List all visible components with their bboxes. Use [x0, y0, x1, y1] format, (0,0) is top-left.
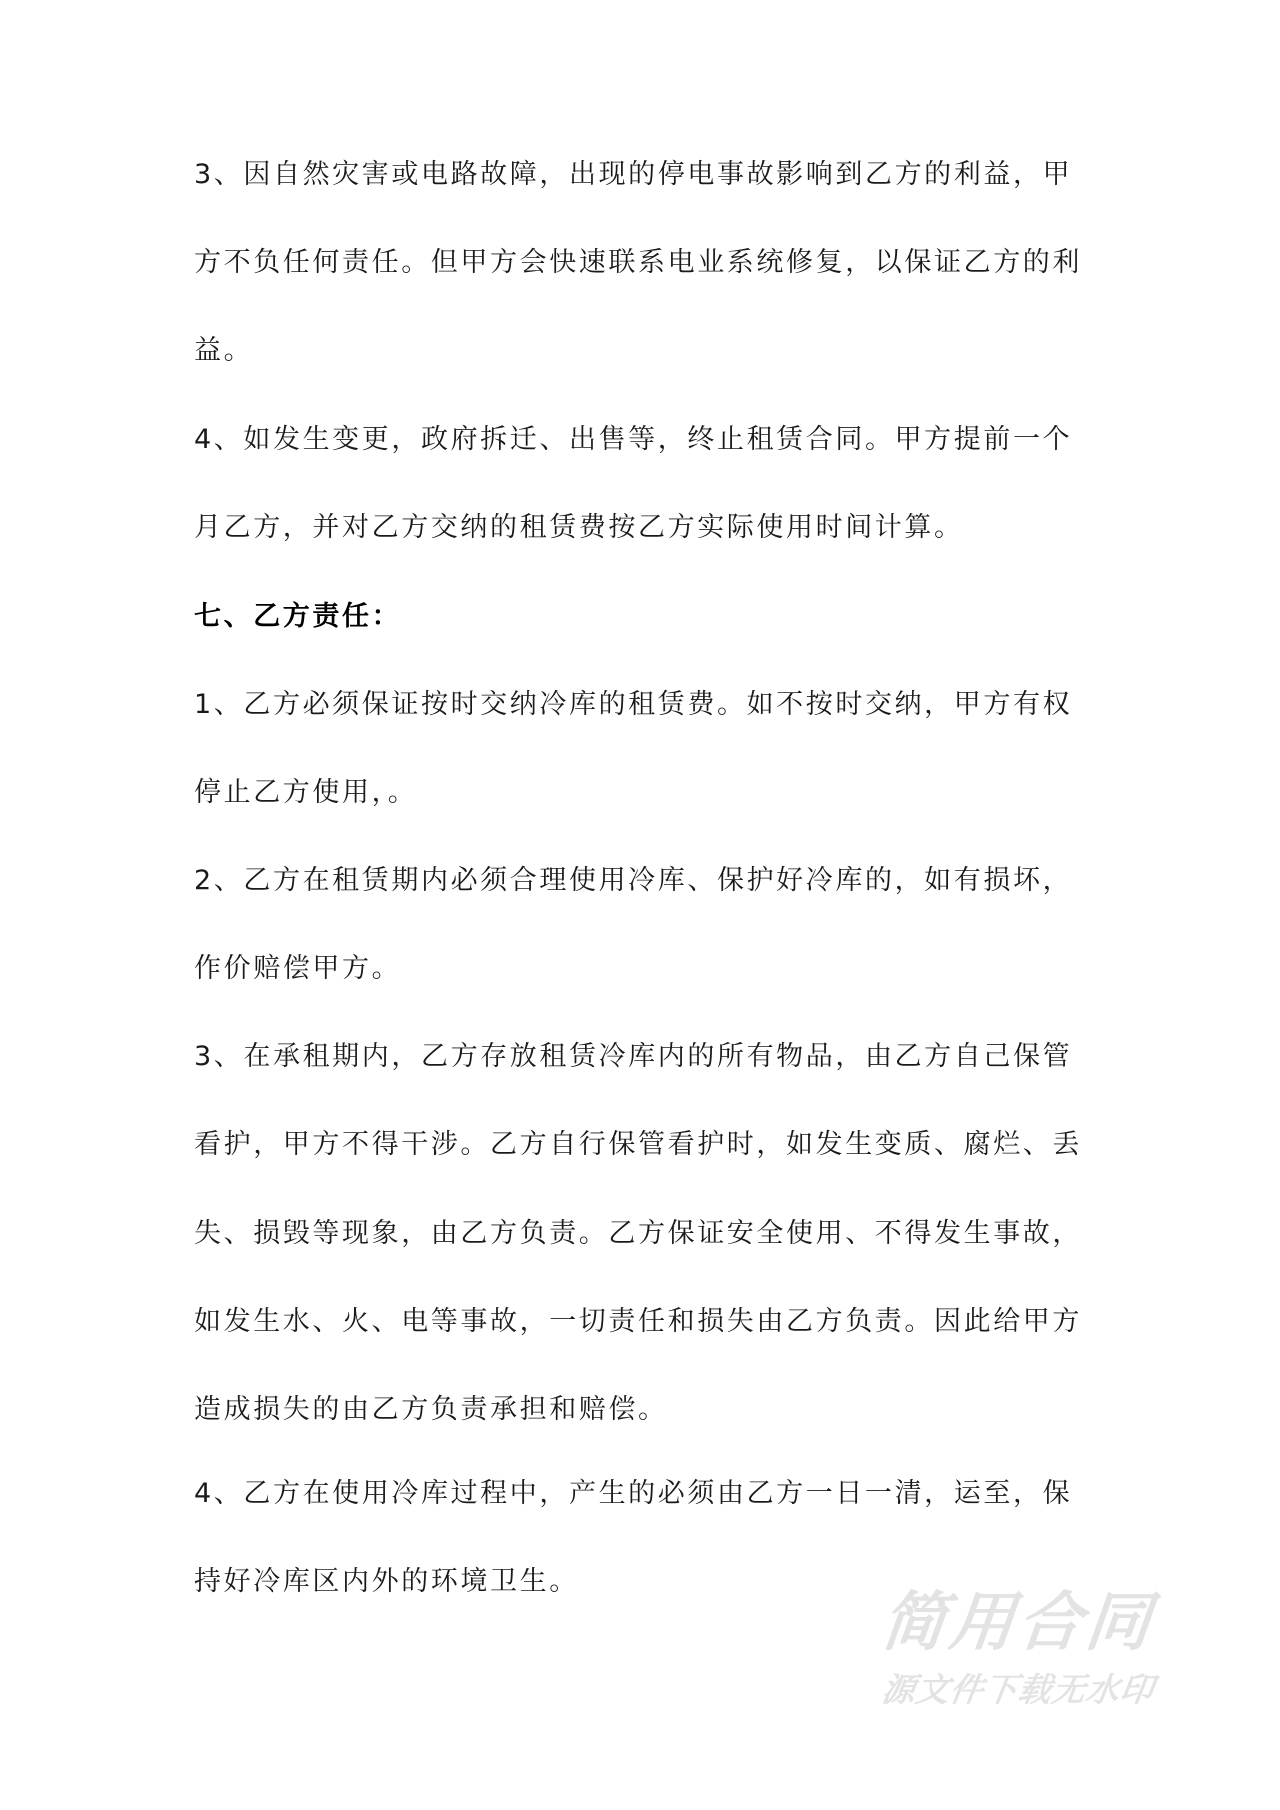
paragraph-line: 4、如发生变更，政府拆迁、出售等，终止租赁合同。甲方提前一个 [194, 424, 1073, 455]
paragraph-line: 停止乙方使用，。 [194, 777, 418, 808]
paragraph-line: 如发生水、火、电等事故，一切责任和损失由乙方负责。因此给甲方 [194, 1306, 1082, 1337]
paragraph-line: 方不负任何责任。但甲方会快速联系电业系统修复，以保证乙方的利 [194, 247, 1082, 278]
watermark [878, 1586, 1212, 1712]
paragraph-line: 益。 [194, 335, 254, 366]
paragraph-line: 月乙方，并对乙方交纳的租赁费按乙方实际使用时间计算。 [194, 512, 964, 543]
paragraph-line: 3、因自然灾害或电路故障，出现的停电事故影响到乙方的利益，甲 [194, 159, 1073, 190]
paragraph-line: 持好冷库区内外的环境卫生。 [194, 1566, 579, 1597]
paragraph-line: 看护，甲方不得干涉。乙方自行保管看护时，如发生变质、腐烂、丢 [194, 1129, 1082, 1160]
paragraph-line: 失、损毁等现象，由乙方负责。乙方保证安全使用、不得发生事故， [194, 1218, 1082, 1249]
section-heading: 七、乙方责任： [194, 601, 402, 632]
watermark-tagline: 源文件下载无水印 [879, 1670, 1157, 1709]
paragraph-line: 3、在承租期内，乙方存放租赁冷库内的所有物品，由乙方自己保管 [194, 1041, 1073, 1072]
watermark-brand: 简用合同 [878, 1586, 1158, 1660]
paragraph-line: 作价赔偿甲方。 [194, 953, 402, 984]
paragraph-line: 2、乙方在租赁期内必须合理使用冷库、保护好冷库的，如有损坏， [194, 865, 1073, 896]
paragraph-line: 1、乙方必须保证按时交纳冷库的租赁费。如不按时交纳，甲方有权 [194, 689, 1073, 720]
paragraph-line: 4、乙方在使用冷库过程中，产生的必须由乙方一日一清，运至，保 [194, 1478, 1073, 1509]
paragraph-line: 造成损失的由乙方负责承担和赔偿。 [194, 1394, 668, 1425]
